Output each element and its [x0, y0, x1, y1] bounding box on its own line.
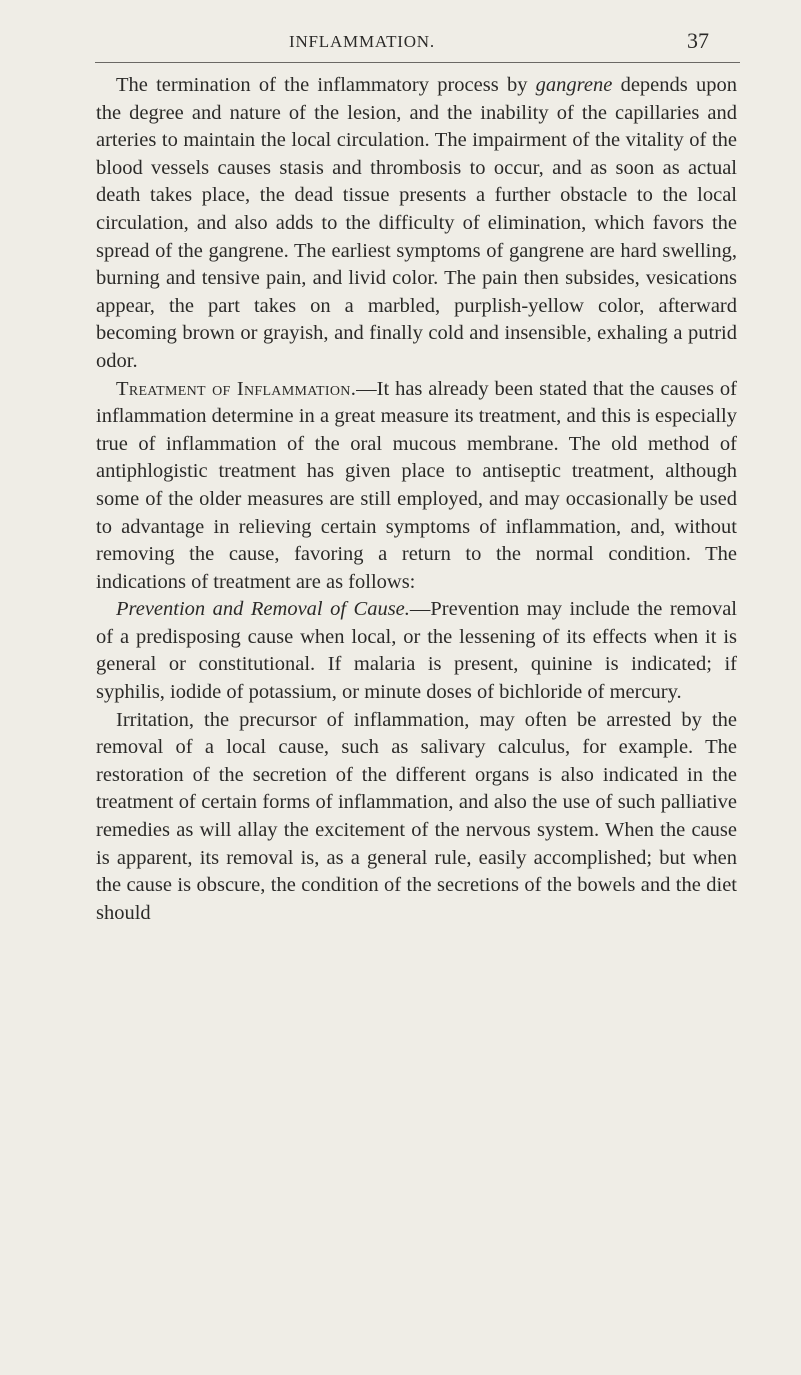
body-text — [96, 72, 737, 927]
paragraph-irritation — [96, 707, 737, 928]
paragraph-treatment-body: —It has already been stated that the causes of inflammation determine in a great measure its treatment, and this is especially true of inflammation of the oral mucous membrane. The old method of antiphlogistic treatment has given place to antiseptic treatment, although some of the older measures are still employed, and may occasionally be used to advantage in relieving certain symptoms of inflammation, and, without removing the cause, favoring a return to the normal condition. The indications of treatment are as follows: — [96, 377, 738, 593]
paragraph-irritation-body: Irritation, the precursor of inflammation, may often be arrested by the removal of a local cause, such as salivary calculus, for example. The restoration of the secretion of the different organs is also indicated in the treatment of certain forms of inflammation, and also the use of such palliative remedies as will allay the excitement of the nervous system. When the cause is apparent, its removal is, as a general rule, easily accomplished; but when the cause is obscure, the condition of the secretions of the bowels and the diet should — [96, 708, 737, 924]
paragraph-treatment — [96, 376, 737, 597]
term-gangrene: gangrene — [535, 74, 613, 96]
header-rule — [95, 62, 740, 63]
paragraph-gangrene-body: depends upon the degree and nature of the lesion, and the inability of the capillaries and arteries to maintain the local circulation. The impairment of the vitality of the blood vessels causes stasis and thrombosis to occur, and as soon as actual death takes place, the dead tissue presents a further obstacle to the local circulation, and also adds to the difficulty of elimination, which favors the spread of the gangrene. The earliest symptoms of gangrene are hard swelling, burning and tensive pain, and livid color. The pain then subsides, vesications appear, the part takes on a marbled, purplish-yellow color, afterward becoming brown or grayish, and finally cold and insensible, exhaling a putrid odor. — [96, 74, 737, 372]
paragraph-gangrene-lead: The termination of the inflammatory process by — [116, 74, 536, 96]
paragraph-gangrene — [96, 72, 737, 376]
paragraph-prevention — [96, 596, 737, 706]
running-title: INFLAMMATION. — [289, 32, 435, 51]
running-header — [0, 26, 801, 56]
subheading-prevention: Prevention and Removal of Cause. — [116, 598, 410, 621]
page-number: 37 — [687, 28, 709, 53]
paragraph-prevention-body: —Prevention may include the removal of a predisposing cause when local, or the lessening of its effects when it is general or constitutional. If malaria is present, quinine is indicated; if syphilis, iodide of potassium, or minute doses of bichloride of mercury. — [96, 598, 737, 704]
section-heading-treatment: Treatment of Inflammation. — [116, 377, 357, 400]
